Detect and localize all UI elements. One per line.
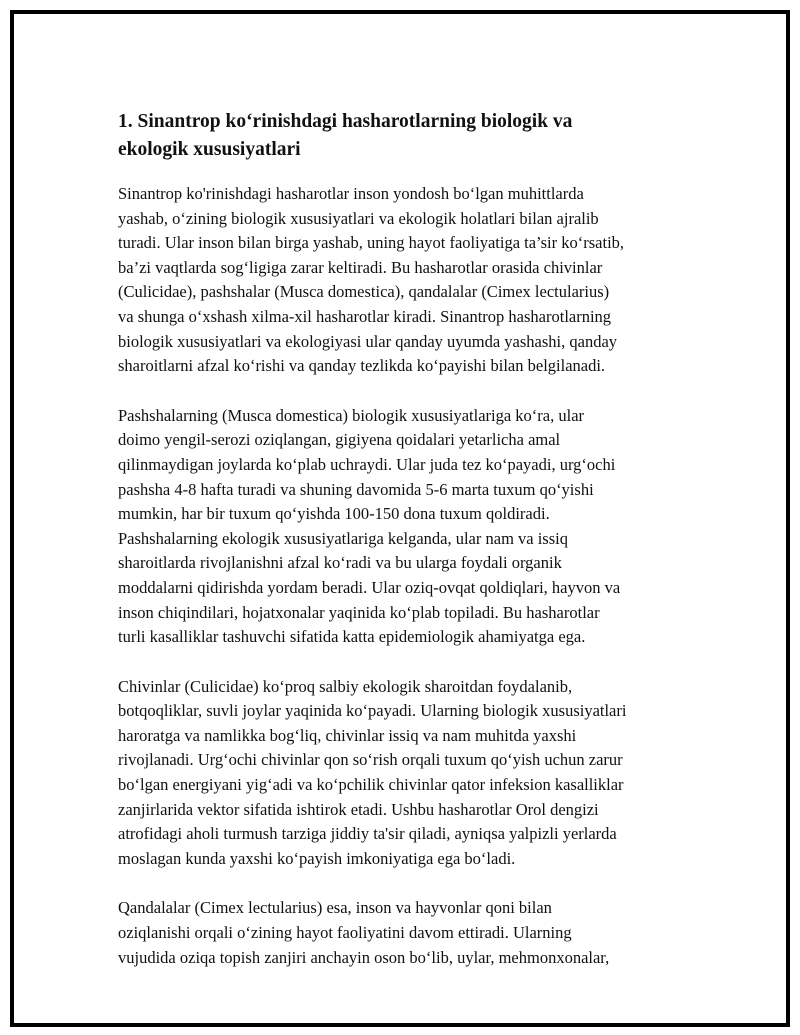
text-line: sharoitlarda rivojlanishni afzal ko‘radi va bu ularga foydali organik xyxy=(118,553,562,573)
text-line: moslagan kunda yaxshi ko‘payish imkoniyatiga ega bo‘ladi. xyxy=(118,848,516,868)
paragraph-houseflies xyxy=(118,404,704,650)
text-line: Pashshalarning (Musca domestica) biologik xususiyatlariga ko‘ra, ular xyxy=(118,405,585,425)
paragraph-mosquitoes xyxy=(118,675,704,872)
text-line: turli kasalliklar tashuvchi sifatida katta epidemiologik ahamiyatga ega. xyxy=(118,627,586,647)
text-line: botqoqliklar, suvli joylar yaqinida ko‘payadi. Ularning biologik xususiyatlari xyxy=(118,701,627,721)
text-line: pashsha 4-8 hafta turadi va shuning davomida 5-6 marta tuxum qo‘yishi xyxy=(118,479,594,499)
text-line: va shunga o‘xshash xilma-xil hasharotlar kiradi. Sinantrop hasharotlarning xyxy=(118,306,612,326)
text-line: Chivinlar (Culicidae) ko‘proq salbiy ekologik sharoitdan foydalanib, xyxy=(118,676,573,696)
paragraph-bedbugs xyxy=(118,896,704,970)
text-line: bo‘lgan energiyani yig‘adi va ko‘pchilik chivinlar qator infeksion kasalliklar xyxy=(118,775,624,795)
text-line: Sinantrop ko'rinishdagi hasharotlar inson yondosh bo‘lgan muhittlarda xyxy=(118,184,584,203)
text-line: doimo yengil-serozi oziqlangan, gigiyena qoidalari yetarlicha amal xyxy=(118,430,561,450)
paragraph-synanthropic-intro xyxy=(118,182,704,379)
text-line: haroratga va namlikka bog‘liq, chivinlar issiq va nam muhitda yaxshi xyxy=(118,725,577,745)
text-line: atrofidagi aholi turmush tarziga jiddiy ta'sir qiladi, ayniqsa yalpizli yerlarda xyxy=(118,824,617,844)
heading-line: 1. Sinantrop ko‘rinishdagi hasharotlarning biologik va xyxy=(118,111,573,132)
document-body xyxy=(118,98,704,995)
text-line: biologik xususiyatlari va ekologiyasi ular qanday uyumda yashashi, qanday xyxy=(118,331,618,351)
text-line: zanjirlarida vektor sifatida ishtirok etadi. Ushbu hasharotlar Orol dengizi xyxy=(118,799,599,819)
heading-line: ekologik xususiyatlari xyxy=(118,139,301,160)
text-line: sharoitlarni afzal ko‘rishi va qanday tezlikda ko‘payishi bilan belgilanadi. xyxy=(118,356,606,376)
page-frame xyxy=(10,10,790,1027)
text-line: inson chiqindilari, hojatxonalar yaqinida ko‘plab topiladi. Bu hasharotlar xyxy=(118,602,600,622)
text-line: turadi. Ular inson bilan birga yashab, uning hayot faoliyatiga ta’sir ko‘rsatib, xyxy=(118,233,625,253)
section-heading xyxy=(118,108,704,164)
text-line: (Culicidae), pashshalar (Musca domestica), qandalalar (Cimex lectularius) xyxy=(118,282,610,302)
text-line: yashab, o‘zining biologik xususiyatlari va ekologik holatlari bilan ajralib xyxy=(118,208,599,228)
text-line: ba’zi vaqtlarda sog‘ligiga zarar keltiradi. Bu hasharotlar orasida chivinlar xyxy=(118,257,603,277)
text-line: oziqlanishi orqali o‘zining hayot faoliyatini davom ettiradi. Ularning xyxy=(118,923,572,943)
text-line: mumkin, har bir tuxum qo‘yishda 100-150 dona tuxum qoldiradi. xyxy=(118,504,550,524)
text-line: rivojlanadi. Urg‘ochi chivinlar qon so‘rish orqali tuxum qo‘yish uchun zarur xyxy=(118,750,623,770)
text-line: qilinmaydigan joylarda ko‘plab uchraydi. Ular juda tez ko‘payadi, urg‘ochi xyxy=(118,454,616,474)
text-line: moddalarni qidirishda yordam beradi. Ular oziq-ovqat qoldiqlari, hayvon va xyxy=(118,577,621,597)
text-line: Qandalalar (Cimex lectularius) esa, inson va hayvonlar qoni bilan xyxy=(118,898,552,918)
text-line: Pashshalarning ekologik xususiyatlariga kelganda, ular nam va issiq xyxy=(118,528,568,548)
text-line: vujudida oziqa topish zanjiri anchayin oson bo‘lib, uylar, mehmonxonalar, xyxy=(118,947,610,967)
